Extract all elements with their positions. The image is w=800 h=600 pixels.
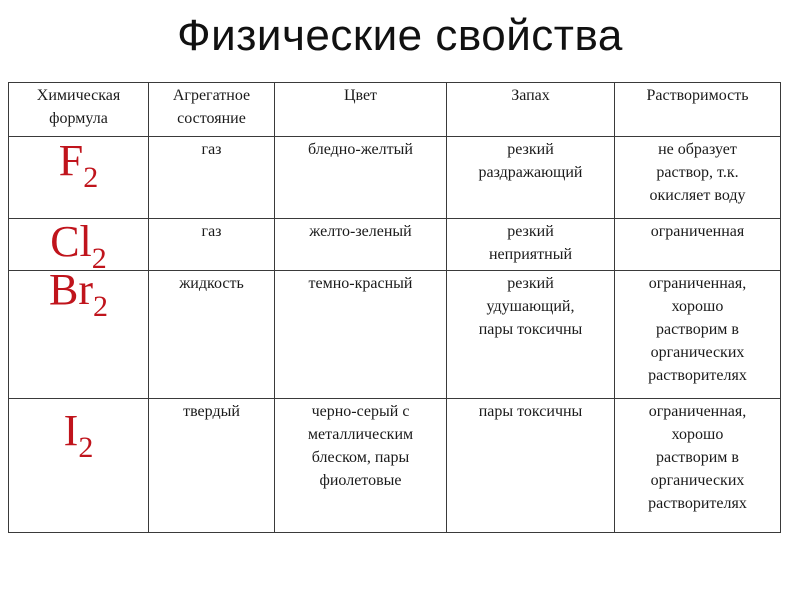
solubility-cell: ограниченная, хорошо растворим в органических растворителях xyxy=(615,399,781,533)
header-state: Агрегатное состояние xyxy=(149,83,275,137)
table-row xyxy=(9,219,781,271)
formula-cl2: $Cl_2$ xyxy=(50,218,107,271)
formula-f2: $F_2$ xyxy=(58,136,99,194)
state-cell: твердый xyxy=(149,399,275,533)
color-cell: черно-серый с металлическим блеском, пары фиолетовые xyxy=(275,399,447,533)
header-smell: Запах xyxy=(447,83,615,137)
formula-cell xyxy=(9,271,149,399)
table-row xyxy=(9,399,781,533)
header-solubility: Растворимость xyxy=(615,83,781,137)
formula-i2: $I_2$ xyxy=(63,406,94,464)
solubility-cell: ограниченная xyxy=(615,219,781,271)
state-cell: газ xyxy=(149,137,275,219)
solubility-cell: не образует раствор, т.к. окисляет воду xyxy=(615,137,781,219)
solubility-cell: ограниченная, хорошо растворим в органических растворителях xyxy=(615,271,781,399)
smell-cell: пары токсичны xyxy=(447,399,615,533)
color-cell: темно-красный xyxy=(275,271,447,399)
color-cell: желто-зеленый xyxy=(275,219,447,271)
formula-cell xyxy=(9,219,149,271)
state-cell: жидкость xyxy=(149,271,275,399)
header-color: Цвет xyxy=(275,83,447,137)
formula-cell xyxy=(9,137,149,219)
state-cell: газ xyxy=(149,219,275,271)
formula-cell xyxy=(9,399,149,533)
formula-br2: $Br_2$ xyxy=(49,270,108,323)
table-row xyxy=(9,271,781,399)
table-row xyxy=(9,137,781,219)
page-title: Физические свойства xyxy=(177,11,623,60)
color-cell: бледно-желтый xyxy=(275,137,447,219)
smell-cell: резкий удушающий, пары токсичны xyxy=(447,271,615,399)
smell-cell: резкий раздражающий xyxy=(447,137,615,219)
smell-cell: резкий неприятный xyxy=(447,219,615,271)
header-formula: Химическая формула xyxy=(9,83,149,137)
table-header-row xyxy=(9,83,781,137)
properties-table xyxy=(8,82,781,533)
